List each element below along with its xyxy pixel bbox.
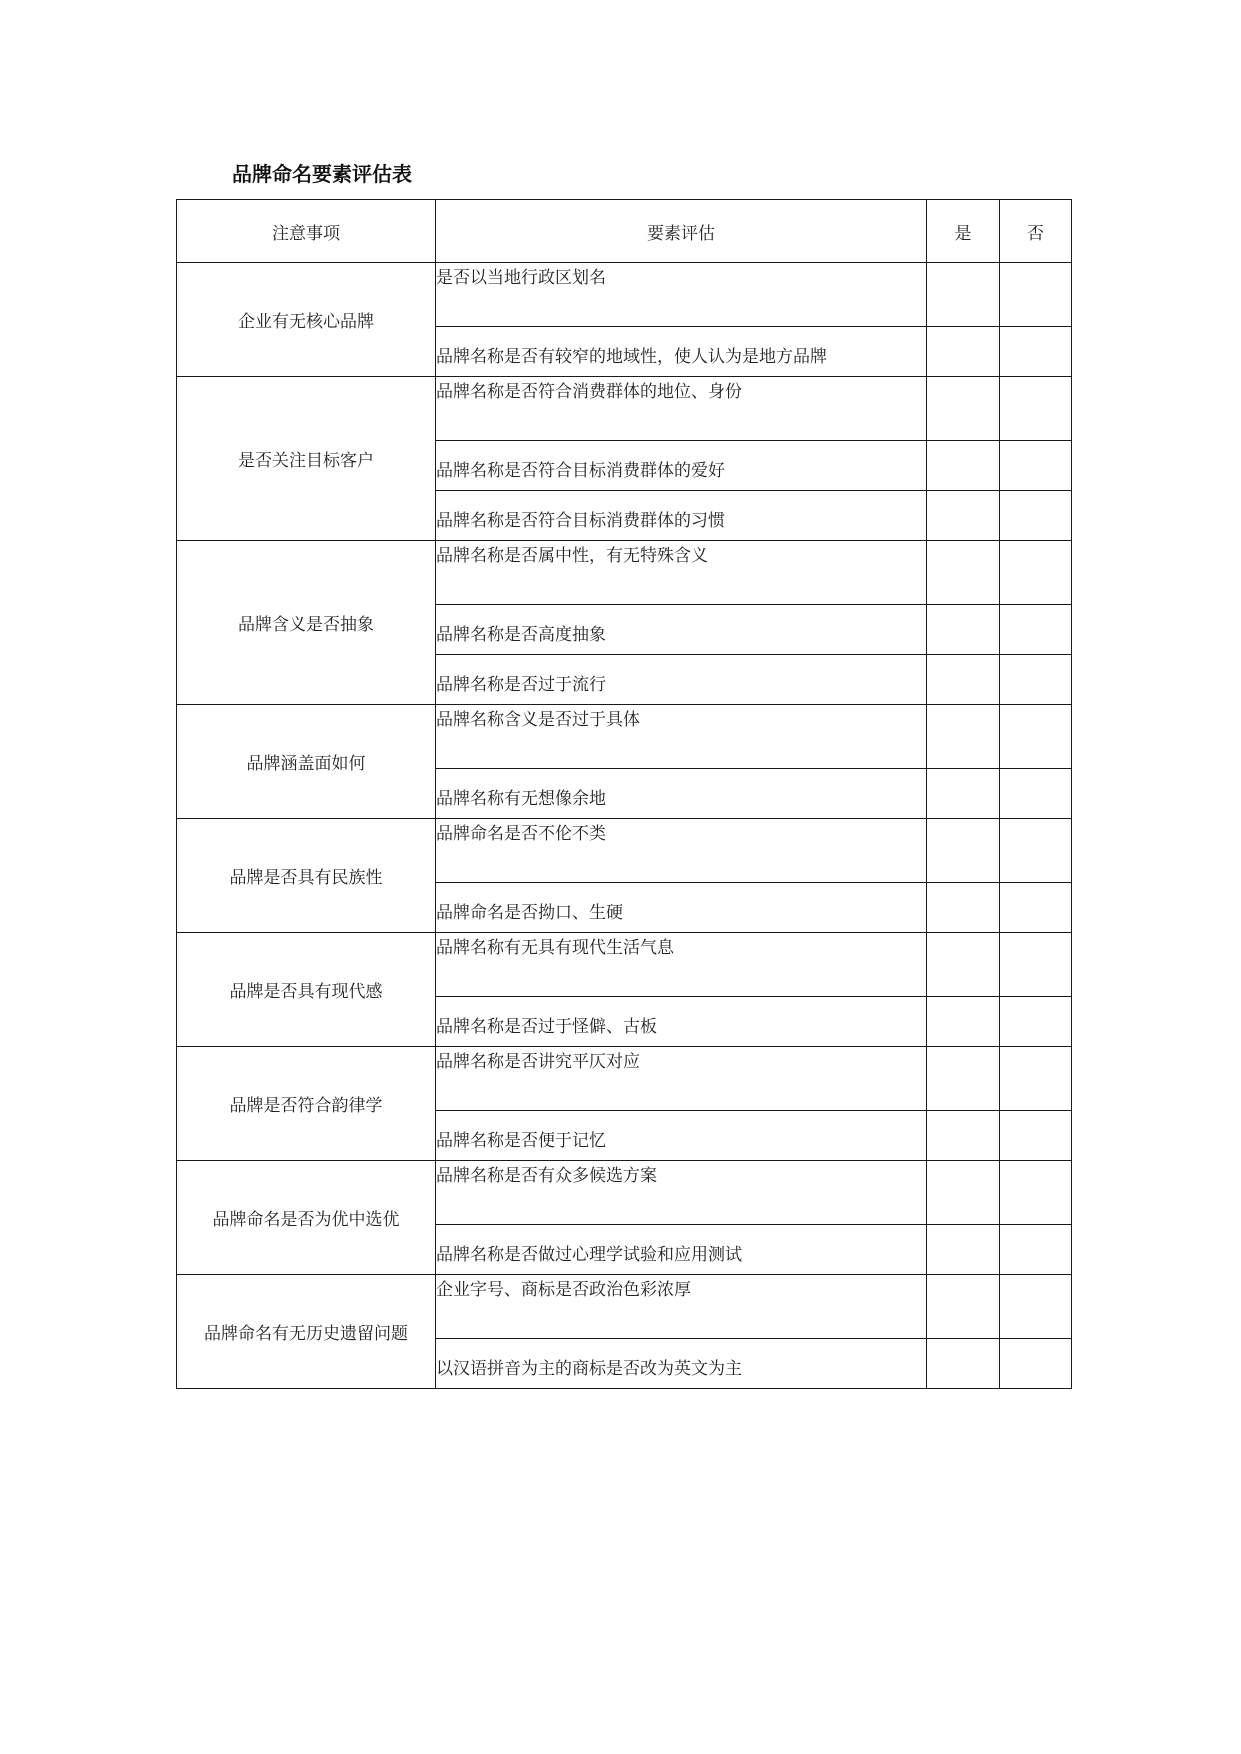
no-check-cell[interactable] (1000, 605, 1072, 655)
yes-check-cell[interactable] (927, 1275, 1000, 1339)
table-row (177, 1275, 1072, 1339)
evaluation-item: 品牌名称有无想像余地 (436, 769, 927, 819)
evaluation-item: 品牌命名是否不伦不类 (436, 819, 927, 883)
header-row (177, 200, 1072, 263)
yes-check-cell[interactable] (927, 705, 1000, 769)
yes-check-cell[interactable] (927, 263, 1000, 327)
header-matter: 注意事项 (177, 200, 436, 263)
yes-check-cell[interactable] (927, 1339, 1000, 1389)
evaluation-item: 品牌名称是否便于记忆 (436, 1111, 927, 1161)
no-check-cell[interactable] (1000, 997, 1072, 1047)
evaluation-item: 品牌名称是否符合目标消费群体的习惯 (436, 491, 927, 541)
category-cell: 企业有无核心品牌 (177, 263, 436, 377)
yes-check-cell[interactable] (927, 377, 1000, 441)
table-row (177, 705, 1072, 769)
header-no: 否 (1000, 200, 1072, 263)
yes-check-cell[interactable] (927, 883, 1000, 933)
yes-check-cell[interactable] (927, 1161, 1000, 1225)
table-row (177, 377, 1072, 441)
category-cell: 品牌是否具有现代感 (177, 933, 436, 1047)
no-check-cell[interactable] (1000, 705, 1072, 769)
yes-check-cell[interactable] (927, 1047, 1000, 1111)
no-check-cell[interactable] (1000, 263, 1072, 327)
table-row (177, 1161, 1072, 1225)
header-yes: 是 (927, 200, 1000, 263)
category-cell: 是否关注目标客户 (177, 377, 436, 541)
evaluation-item: 品牌命名是否拗口、生硬 (436, 883, 927, 933)
page-title: 品牌命名要素评估表 (232, 162, 412, 186)
no-check-cell[interactable] (1000, 933, 1072, 997)
category-cell: 品牌涵盖面如何 (177, 705, 436, 819)
no-check-cell[interactable] (1000, 1225, 1072, 1275)
no-check-cell[interactable] (1000, 441, 1072, 491)
no-check-cell[interactable] (1000, 377, 1072, 441)
evaluation-item: 品牌名称是否高度抽象 (436, 605, 927, 655)
table-row (177, 263, 1072, 327)
category-cell: 品牌是否符合韵律学 (177, 1047, 436, 1161)
category-cell: 品牌含义是否抽象 (177, 541, 436, 705)
evaluation-item: 品牌名称有无具有现代生活气息 (436, 933, 927, 997)
evaluation-item: 品牌名称是否做过心理学试验和应用测试 (436, 1225, 927, 1275)
no-check-cell[interactable] (1000, 541, 1072, 605)
evaluation-item: 以汉语拼音为主的商标是否改为英文为主 (436, 1339, 927, 1389)
evaluation-item: 品牌名称含义是否过于具体 (436, 705, 927, 769)
yes-check-cell[interactable] (927, 1111, 1000, 1161)
yes-check-cell[interactable] (927, 605, 1000, 655)
category-cell: 品牌命名是否为优中选优 (177, 1161, 436, 1275)
no-check-cell[interactable] (1000, 327, 1072, 377)
evaluation-item: 品牌名称是否过于怪僻、古板 (436, 997, 927, 1047)
no-check-cell[interactable] (1000, 655, 1072, 705)
yes-check-cell[interactable] (927, 655, 1000, 705)
yes-check-cell[interactable] (927, 1225, 1000, 1275)
evaluation-item: 品牌名称是否符合目标消费群体的爱好 (436, 441, 927, 491)
evaluation-table (176, 199, 1072, 1389)
evaluation-item: 品牌名称是否有较窄的地域性，使人认为是地方品牌 (436, 327, 927, 377)
yes-check-cell[interactable] (927, 997, 1000, 1047)
evaluation-item: 品牌名称是否符合消费群体的地位、身份 (436, 377, 927, 441)
no-check-cell[interactable] (1000, 1047, 1072, 1111)
yes-check-cell[interactable] (927, 541, 1000, 605)
no-check-cell[interactable] (1000, 491, 1072, 541)
category-cell: 品牌命名有无历史遗留问题 (177, 1275, 436, 1389)
yes-check-cell[interactable] (927, 491, 1000, 541)
table-row (177, 819, 1072, 883)
yes-check-cell[interactable] (927, 933, 1000, 997)
yes-check-cell[interactable] (927, 819, 1000, 883)
no-check-cell[interactable] (1000, 1111, 1072, 1161)
header-evaluation: 要素评估 (436, 200, 927, 263)
category-cell: 品牌是否具有民族性 (177, 819, 436, 933)
yes-check-cell[interactable] (927, 327, 1000, 377)
evaluation-item: 企业字号、商标是否政治色彩浓厚 (436, 1275, 927, 1339)
yes-check-cell[interactable] (927, 441, 1000, 491)
no-check-cell[interactable] (1000, 1339, 1072, 1389)
no-check-cell[interactable] (1000, 1275, 1072, 1339)
table-row (177, 933, 1072, 997)
table-row (177, 541, 1072, 605)
evaluation-item: 品牌名称是否讲究平仄对应 (436, 1047, 927, 1111)
evaluation-item: 品牌名称是否属中性，有无特殊含义 (436, 541, 927, 605)
no-check-cell[interactable] (1000, 769, 1072, 819)
evaluation-item: 品牌名称是否有众多候选方案 (436, 1161, 927, 1225)
no-check-cell[interactable] (1000, 1161, 1072, 1225)
table-row (177, 1047, 1072, 1111)
no-check-cell[interactable] (1000, 819, 1072, 883)
evaluation-item: 是否以当地行政区划名 (436, 263, 927, 327)
yes-check-cell[interactable] (927, 769, 1000, 819)
no-check-cell[interactable] (1000, 883, 1072, 933)
evaluation-item: 品牌名称是否过于流行 (436, 655, 927, 705)
